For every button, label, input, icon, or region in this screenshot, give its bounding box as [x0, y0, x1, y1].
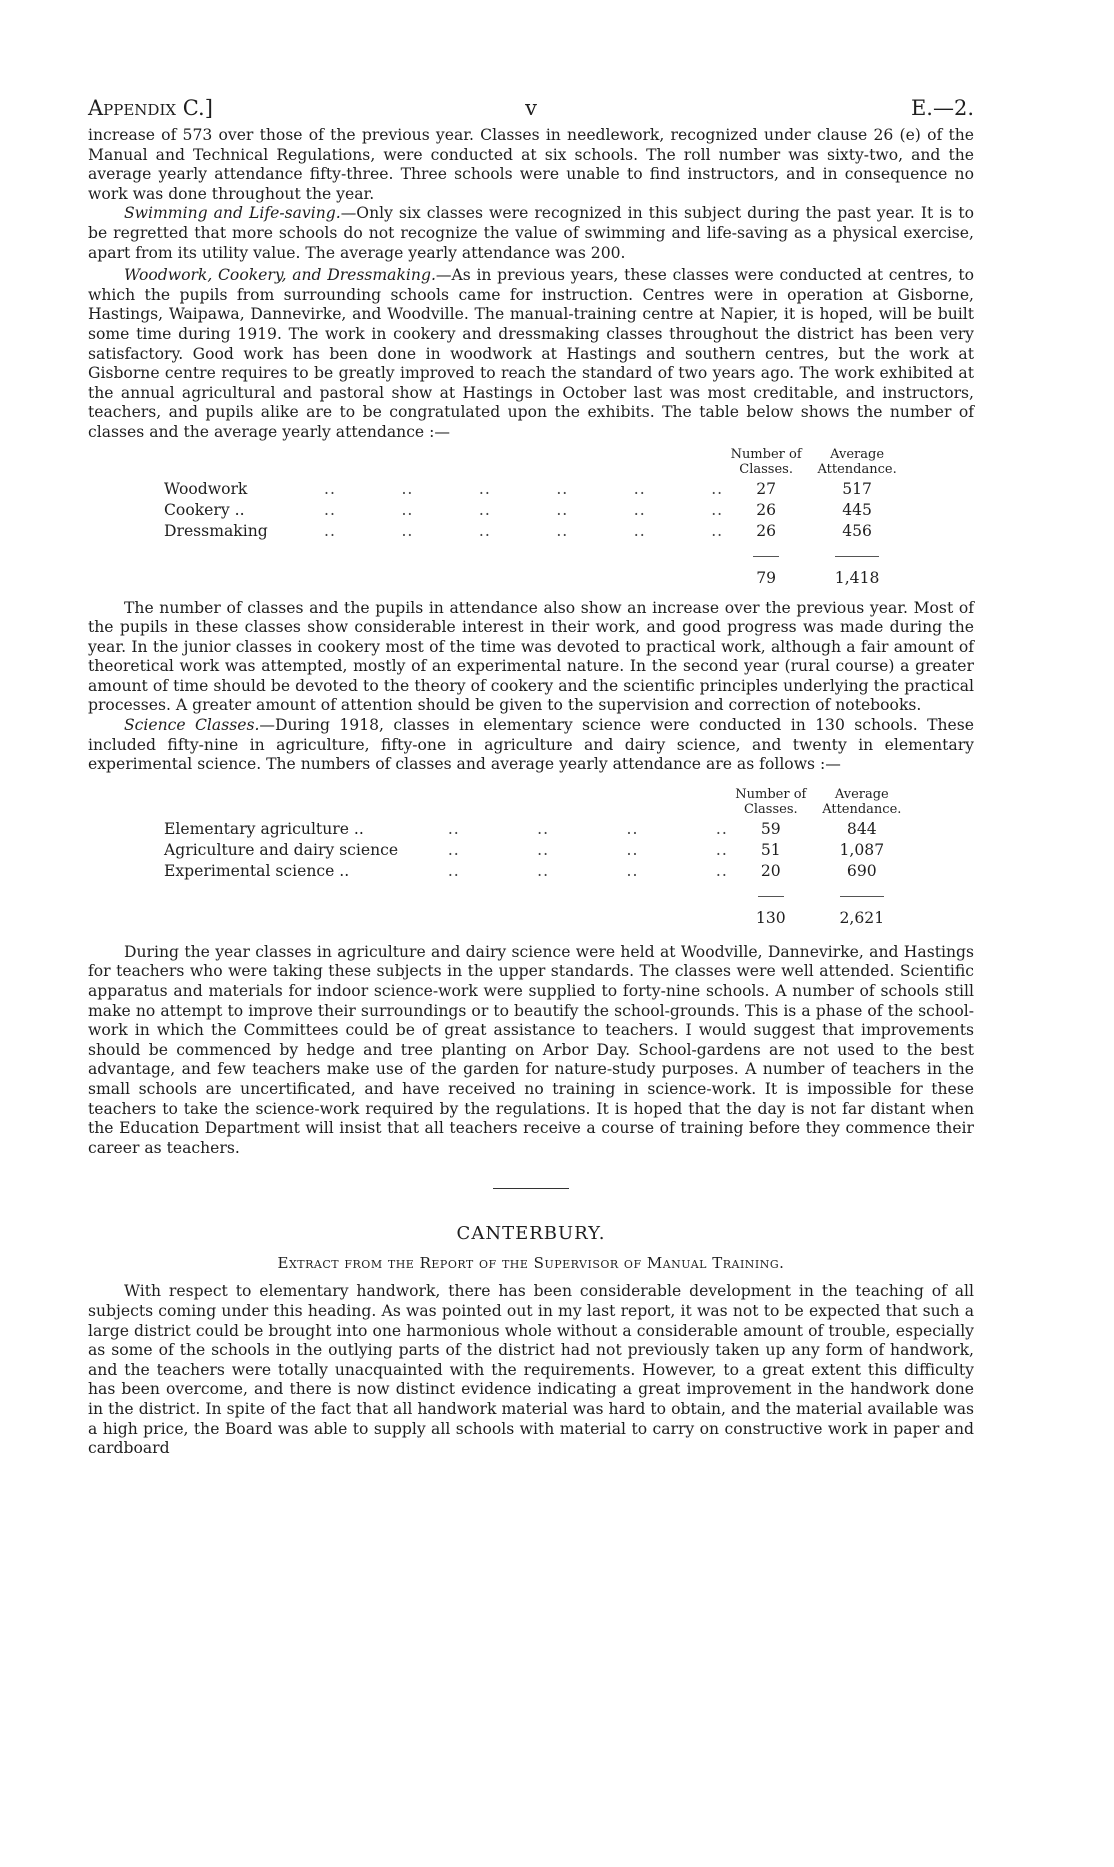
table-header	[164, 787, 910, 817]
paragraph-woodwork	[88, 266, 974, 442]
science-table	[164, 787, 910, 927]
total-classes: 79	[756, 568, 777, 587]
document-page	[88, 96, 974, 1459]
paragraph-teachers: During the year classes in agriculture and dairy science were held at Woodville, Dannevirke, and Hastings for teachers who were taking these subjects in the upper standards. The classes were well attended. Scientific apparatus and materials for indoor science-work were supplied to forty-nine schools. A number of schools still make no attempt to improve their surroundings or to beautify the school-grounds. This is a phase of the school-work in which the Committees could be of great assistance to teachers. I would suggest that improvements should be commenced by hedge and tree planting on Arbor Day. School-gardens are not used to the best advantage, and few teachers make use of the garden for nature-study purposes. A number of teachers in the small schools are uncertificated, and have received no training in science-work. It is impossible for these teachers to take the science-work required by the regulations. It is hoped that the day is not far distant when the Education Department will insist that all teachers receive a course of training before they commence their career as teachers.	[88, 942, 974, 1157]
total-classes: 130	[755, 908, 786, 927]
section-title: CANTERBURY.	[456, 1223, 606, 1245]
col-classes-header: Number of Classes.	[730, 446, 802, 477]
col-attendance-header: Average Attendance.	[817, 446, 897, 477]
table-rule-row	[164, 540, 905, 561]
table-row: Woodwork .. .. .. .. .. .. 27 517	[164, 479, 872, 498]
table-header	[164, 447, 905, 477]
document-code: E.—2.	[910, 96, 974, 120]
table-row: Elementary agriculture .. .. .. .. .. 59 844	[164, 819, 877, 838]
paragraph-swimming	[88, 204, 974, 263]
science-heading: Science Classes.	[124, 716, 260, 735]
table-rule-row	[164, 880, 910, 901]
total-attendance: 2,621	[839, 908, 885, 927]
table-row: Dressmaking .. .. .. .. .. .. 26 456	[164, 521, 872, 540]
paragraph-handwork: With respect to elementary handwork, there has been considerable development in the teaching of all subjects coming under this heading. As was pointed out in my last report, it was not to be expected that such a large district could be brought into one harmonious whole without a considerable amount of trouble, especially as some of the schools in the outlying parts of the district had not previously taken up any form of handwork, and the teachers were totally unacquainted with the requirements. However, to a great extent this difficulty has been overcome, and there is now distinct evidence indicating a great improvement in the handwork done in the district. In spite of the fact that all handwork material was hard to obtain, and the material available was a high price, the Board was able to supply all schools with material to carry on constructive work in paper and cardboard	[88, 1282, 974, 1458]
woodwork-table	[164, 447, 905, 587]
table-row: Experimental science .. .. .. .. .. 20 690	[164, 861, 877, 880]
table-row: Agriculture and dairy science .. .. .. .. 51 1,087	[164, 840, 885, 859]
paragraph-science	[88, 716, 974, 775]
col-attendance-header: Average Attendance.	[822, 786, 902, 817]
woodwork-text: —As in previous years, these classes were conducted at centres, to which the pupils from surrounding schools came for instruction. Centres were in operation at Gisborne, Hastings, Waipawa, Dannevirke, and Woodville. The manual-training centre at Napier, it is hoped, will be built some time during 1919. The work in cookery and dressmaking classes throughout the district has been very satisfactory. Good work has been done in woodwork at Hastings and southern centres, but the work at Gisborne centre requires to be greatly improved to reach the standard of two years ago. The work exhibited at the annual agricultural and pastoral show at Hastings in October last was most creditable, and instructors, teachers, and pupils alike are to be congratulated upon the exhibits. The table below shows the number of classes and the average yearly attendance :—	[88, 266, 974, 441]
paragraph-progress: The number of classes and the pupils in attendance also show an increase over the previous year. Most of the pupils in these classes show considerable interest in their work, and good progress was made during the year. In the junior classes in cookery most of the time was devoted to practical work, although a fair amount of theoretical work was attempted, mostly of an experimental nature. In the second year (rural course) a greater amount of time should be devoted to the theory of cookery and the scientific principles underlying the practical processes. A greater amount of attention should be given to the supervision and correction of notebooks.	[88, 598, 974, 715]
science-text: —During 1918, classes in elementary science were conducted in 130 schools. These included fifty-nine in agriculture, fifty-one in agriculture and dairy science, and twenty in elementary experimental science. The numbers of classes and average yearly attendance are as follows :—	[88, 716, 974, 774]
swimming-text: —Only six classes were recognized in this subject during the past year. It is to be regretted that more schools do not recognize the value of swimming and life-saving as a physical exercise, apart from its utility value. The average yearly attendance was 200.	[88, 204, 974, 262]
swimming-heading: Swimming and Life-saving.	[124, 204, 341, 223]
extract-title: Extract from the Report of the Supervisor of Manual Training.	[277, 1254, 785, 1273]
running-header	[88, 96, 974, 126]
table-total-row	[164, 901, 910, 927]
col-classes-header: Number of Classes.	[735, 786, 807, 817]
paragraph-needlework: increase of 573 over those of the previous year. Classes in needlework, recognized under clause 26 (e) of the Manual and Technical Regulations, were conducted at six schools. The roll number was sixty-two, and the average yearly attendance fifty-three. Three schools were unable to find instructors, and in consequence no work was done throughout the year.	[88, 126, 974, 203]
total-attendance: 1,418	[834, 568, 880, 587]
appendix-label: Appendix C.]	[88, 96, 213, 120]
table-total-row	[164, 561, 905, 587]
woodwork-heading: Woodwork, Cookery, and Dressmaking.	[124, 266, 436, 285]
section-divider	[493, 1188, 569, 1189]
page-number: v	[525, 96, 537, 120]
table-row: Cookery .. .. .. .. .. .. .. 26 445	[164, 500, 872, 519]
